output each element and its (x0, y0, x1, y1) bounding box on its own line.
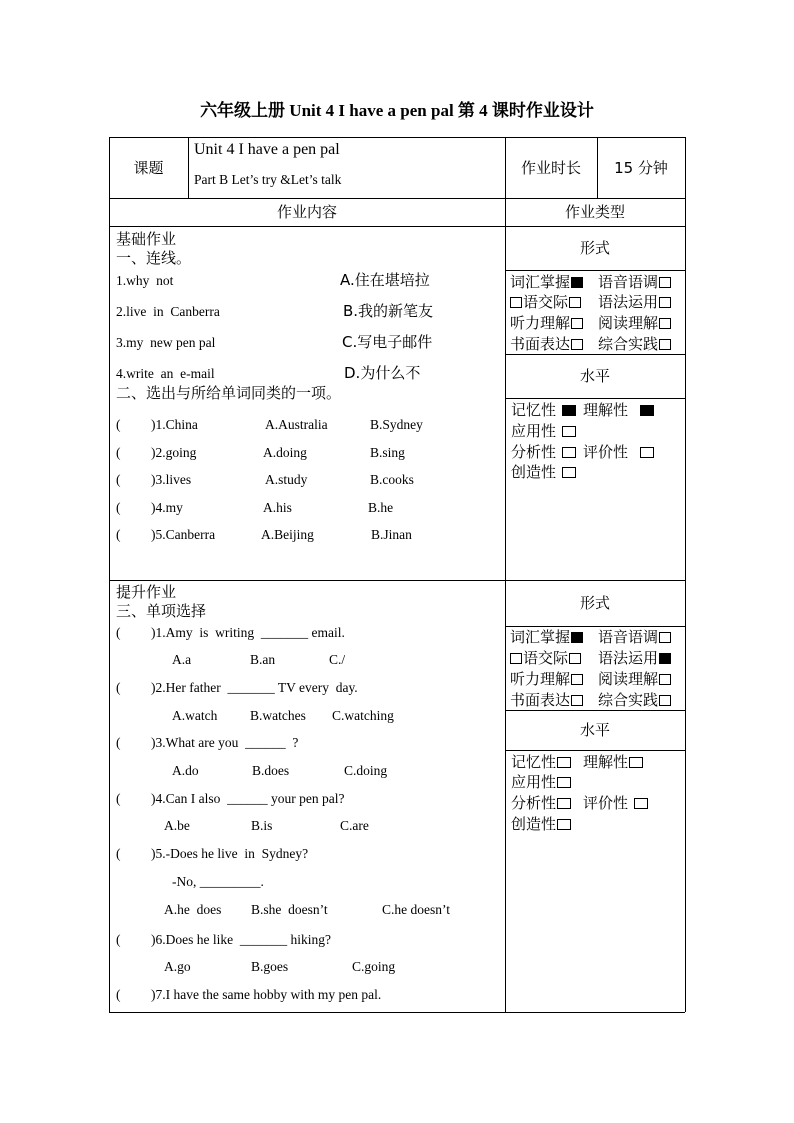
form-option: 语音语调 (598, 273, 671, 291)
empty-box-icon (557, 777, 571, 788)
option-c: C./ (329, 652, 346, 667)
matching-left: 4.write an e-mail (116, 366, 215, 381)
option-b: B.goes (251, 959, 289, 974)
question-text: )6.Does he like _______ hiking? (151, 932, 331, 947)
level-label: 水平 (579, 721, 610, 739)
answer-paren: ( (116, 735, 121, 750)
answer-paren: ( (116, 932, 121, 947)
form-option: 语音语调 (598, 628, 671, 646)
option-a: A.he does (164, 902, 222, 917)
topic-label: 课题 (133, 159, 164, 177)
level-option: 创造性 (511, 815, 571, 833)
empty-box-icon (557, 757, 571, 768)
content-column-header: 作业内容 (276, 203, 337, 221)
empty-box-icon (557, 798, 571, 809)
matching-right: C.写电子邮件 (342, 333, 433, 351)
matching-right: D.为什么不 (344, 364, 421, 382)
empty-box-icon (562, 467, 576, 478)
empty-box-icon (634, 798, 648, 809)
advanced-heading: 提升作业 (116, 583, 177, 601)
question-text: )4.my (151, 500, 183, 515)
question-text: )2.Her father _______ TV every day. (151, 680, 358, 695)
form-option: 阅读理解 (598, 670, 671, 688)
duration-label: 作业时长 (520, 159, 581, 177)
option-b: B.an (250, 652, 276, 667)
answer-paren: ( (116, 445, 121, 460)
empty-box-icon (659, 339, 671, 350)
option-a: A.Beijing (261, 527, 314, 542)
empty-box-icon (571, 318, 583, 329)
level-option: 记忆性 (511, 401, 576, 419)
form-option: 听力理解 (510, 314, 583, 332)
answer-paren: ( (116, 680, 121, 695)
level-option: 理解性 (583, 753, 643, 771)
form-option: 词汇掌握 (510, 273, 583, 291)
empty-box-icon (562, 426, 576, 437)
option-b: B.watches (250, 708, 306, 723)
level-option: 记忆性 (511, 753, 571, 771)
option-c: C.he doesn’t (382, 902, 450, 917)
empty-box-icon (569, 653, 581, 664)
option-a: A.his (263, 500, 292, 515)
form-option: 语交际 (510, 649, 581, 667)
empty-box-icon (659, 318, 671, 329)
level-option: 创造性 (511, 463, 576, 481)
empty-box-icon (571, 339, 583, 350)
level-option: 评价性 (583, 443, 654, 461)
matching-left: 3.my new pen pal (116, 335, 216, 350)
option-c: C.watching (332, 708, 394, 723)
empty-box-icon (510, 653, 522, 664)
answer-paren: ( (116, 987, 121, 1002)
matching-left: 2.live in Canberra (116, 304, 220, 319)
option-b: B.he (368, 500, 394, 515)
question-text: )1.Amy is writing _______ email. (151, 625, 345, 640)
section3-title: 三、单项选择 (116, 602, 207, 620)
option-a: A.Australia (265, 417, 328, 432)
checked-box-icon (571, 277, 583, 288)
answer-paren: ( (116, 500, 121, 515)
option-a: A.go (164, 959, 191, 974)
part-subtitle: Part B Let’s try &Let’s talk (194, 172, 342, 187)
matching-right: B.我的新笔友 (343, 302, 434, 320)
level-option: 理解性 (583, 401, 654, 419)
page-title: 六年级上册 Unit 4 I have a pen pal 第 4 课时作业设计 (200, 101, 594, 120)
question-text: )7.I have the same hobby with my pen pal. (151, 987, 382, 1002)
answer-paren: ( (116, 791, 121, 806)
answer-paren: ( (116, 472, 121, 487)
option-b: B.cooks (370, 472, 414, 487)
option-a: A.doing (263, 445, 307, 460)
form-label: 形式 (579, 239, 610, 257)
checked-box-icon (659, 653, 671, 664)
option-a: A.study (265, 472, 308, 487)
form-option: 阅读理解 (598, 314, 671, 332)
form-option: 语法运用 (598, 293, 671, 311)
form-option: 综合实践 (598, 335, 671, 353)
answer-paren: ( (116, 527, 121, 542)
empty-box-icon (629, 757, 643, 768)
form-option: 听力理解 (510, 670, 583, 688)
section2-title: 二、选出与所给单词同类的一项。 (116, 384, 342, 402)
option-b: B.sing (370, 445, 405, 460)
form-option: 综合实践 (598, 691, 671, 709)
empty-box-icon (571, 695, 583, 706)
checked-box-icon (640, 405, 654, 416)
option-b: B.does (252, 763, 290, 778)
empty-box-icon (659, 632, 671, 643)
question-text: )3.lives (151, 472, 192, 487)
type-column-header: 作业类型 (564, 203, 625, 221)
question-text: )2.going (151, 445, 197, 460)
empty-box-icon (562, 447, 576, 458)
form-option: 书面表达 (510, 335, 583, 353)
empty-box-icon (659, 277, 671, 288)
matching-left: 1.why not (116, 273, 174, 288)
option-c: C.going (352, 959, 396, 974)
option-c: C.doing (344, 763, 388, 778)
option-b: B.she doesn’t (251, 902, 328, 917)
question-text: )3.What are you ______ ? (151, 735, 299, 750)
level-label: 水平 (579, 367, 610, 385)
checked-box-icon (571, 632, 583, 643)
empty-box-icon (510, 297, 522, 308)
form-option: 语交际 (510, 293, 581, 311)
answer-paren: ( (116, 417, 121, 432)
matching-right: A.住在堪培拉 (340, 271, 430, 289)
empty-box-icon (640, 447, 654, 458)
empty-box-icon (659, 674, 671, 685)
option-b: B.Jinan (371, 527, 412, 542)
form-option: 书面表达 (510, 691, 583, 709)
level-option: 应用性 (511, 773, 571, 791)
option-b: B.is (251, 818, 273, 833)
question-text: )4.Can I also ______ your pen pal? (151, 791, 345, 806)
level-option: 分析性 (511, 443, 576, 461)
option-b: B.Sydney (370, 417, 423, 432)
unit-title: Unit 4 I have a pen pal (194, 141, 340, 158)
level-option: 应用性 (511, 422, 576, 440)
option-a: A.watch (172, 708, 218, 723)
option-a: A.do (172, 763, 199, 778)
question-text: )1.China (151, 417, 198, 432)
form-option: 词汇掌握 (510, 628, 583, 646)
level-option: 评价性 (583, 794, 648, 812)
empty-box-icon (659, 297, 671, 308)
option-a: A.be (164, 818, 190, 833)
option-c: C.are (340, 818, 369, 833)
form-option: 语法运用 (598, 649, 671, 667)
answer-paren: ( (116, 625, 121, 640)
question-text: )5.-Does he live in Sydney? (151, 846, 309, 861)
answer-paren: ( (116, 846, 121, 861)
empty-box-icon (569, 297, 581, 308)
option-a: A.a (172, 652, 192, 667)
section1-title: 一、连线。 (116, 249, 192, 267)
empty-box-icon (571, 674, 583, 685)
question-line2: -No, _________. (172, 874, 264, 889)
checked-box-icon (562, 405, 576, 416)
level-option: 分析性 (511, 794, 571, 812)
empty-box-icon (557, 819, 571, 830)
empty-box-icon (659, 695, 671, 706)
form-label: 形式 (579, 594, 610, 612)
question-text: )5.Canberra (151, 527, 216, 542)
duration-value: 15 分钟 (614, 159, 668, 177)
basic-heading: 基础作业 (116, 230, 177, 248)
